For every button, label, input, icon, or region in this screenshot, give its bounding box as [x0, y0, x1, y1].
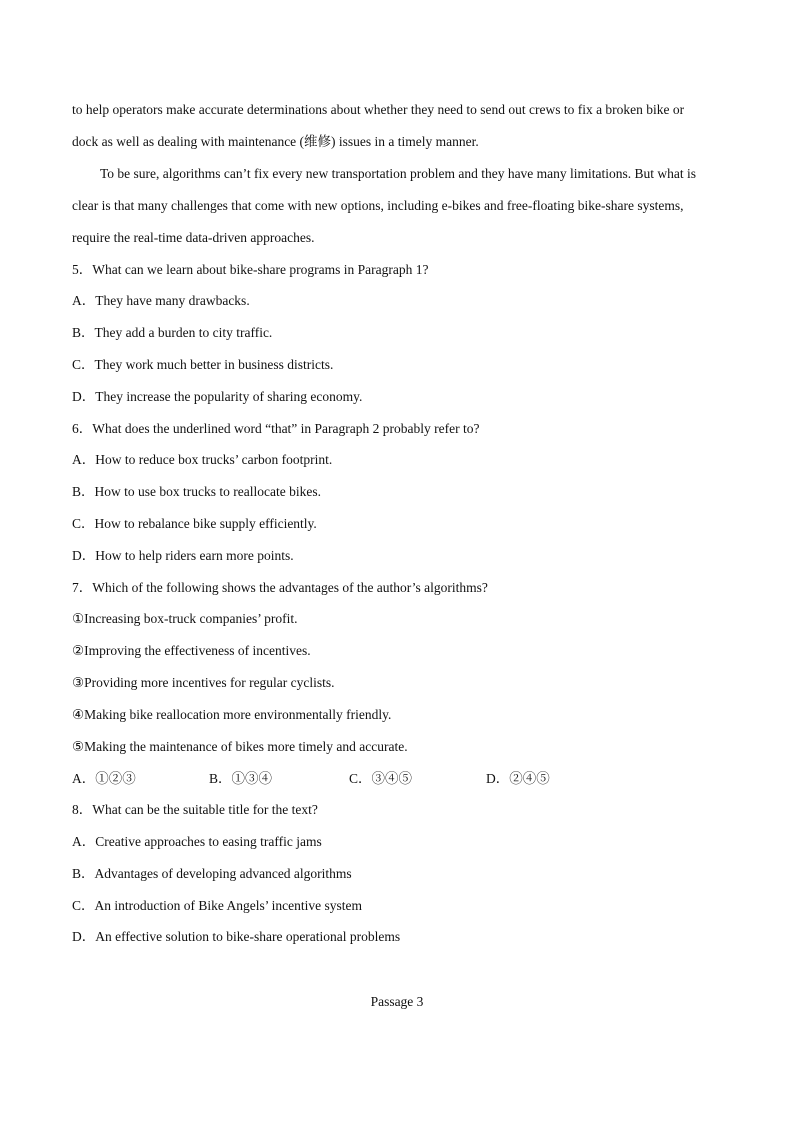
question-6-option-d: D．How to help riders earn more points. — [72, 548, 294, 563]
passage-line: to help operators make accurate determinations about whether they need to send out crews to fix a broken bike or — [72, 102, 685, 117]
question-5-stem: 5．What can we learn about bike-share programs in Paragraph 1? — [72, 262, 429, 277]
question-7-option-c: C．③④⑤ — [349, 771, 413, 786]
question-7-item: ③Providing more incentives for regular cyclists. — [72, 675, 335, 690]
question-6-stem: 6．What does the underlined word “that” in Paragraph 2 probably refer to? — [72, 421, 480, 436]
question-8-stem: 8．What can be the suitable title for the text? — [72, 802, 318, 817]
question-5-option-c: C．They work much better in business districts. — [72, 357, 334, 372]
question-7-stem: 7．Which of the following shows the advantages of the author’s algorithms? — [72, 580, 488, 595]
passage-line: dock as well as dealing with maintenance (维修) issues in a timely manner. — [72, 134, 479, 149]
question-6-option-a: A．How to reduce box trucks’ carbon footprint. — [72, 452, 333, 467]
question-8-option-c: C．An introduction of Bike Angels’ incentive system — [72, 898, 362, 913]
question-7-option-d: D．②④⑤ — [486, 771, 550, 786]
question-6-option-b: B．How to use box trucks to reallocate bikes. — [72, 484, 321, 499]
question-6-option-c: C．How to rebalance bike supply efficiently. — [72, 516, 317, 531]
passage-line: clear is that many challenges that come with new options, including e-bikes and free-floating bike-share systems, — [72, 198, 684, 213]
passage-heading: Passage 3 — [370, 994, 424, 1009]
question-7-item: ①Increasing box-truck companies’ profit. — [72, 611, 298, 626]
question-5-option-a: A．They have many drawbacks. — [72, 293, 250, 308]
question-7-option-a: A．①②③ — [72, 771, 136, 786]
question-7-item: ④Making bike reallocation more environmentally friendly. — [72, 707, 392, 722]
question-7-option-b: B．①③④ — [209, 771, 273, 786]
question-8-option-d: D．An effective solution to bike-share operational problems — [72, 929, 401, 944]
question-5-option-d: D．They increase the popularity of sharing economy. — [72, 389, 363, 404]
question-8-option-b: B．Advantages of developing advanced algorithms — [72, 866, 352, 881]
question-8-option-a: A．Creative approaches to easing traffic jams — [72, 834, 322, 849]
question-7-item: ⑤Making the maintenance of bikes more timely and accurate. — [72, 739, 408, 754]
question-7-item: ②Improving the effectiveness of incentives. — [72, 643, 311, 658]
passage-line: To be sure, algorithms can’t fix every new transportation problem and they have many limitations. But what is — [100, 166, 697, 181]
question-5-option-b: B．They add a burden to city traffic. — [72, 325, 273, 340]
passage-line: require the real-time data-driven approaches. — [72, 230, 315, 245]
